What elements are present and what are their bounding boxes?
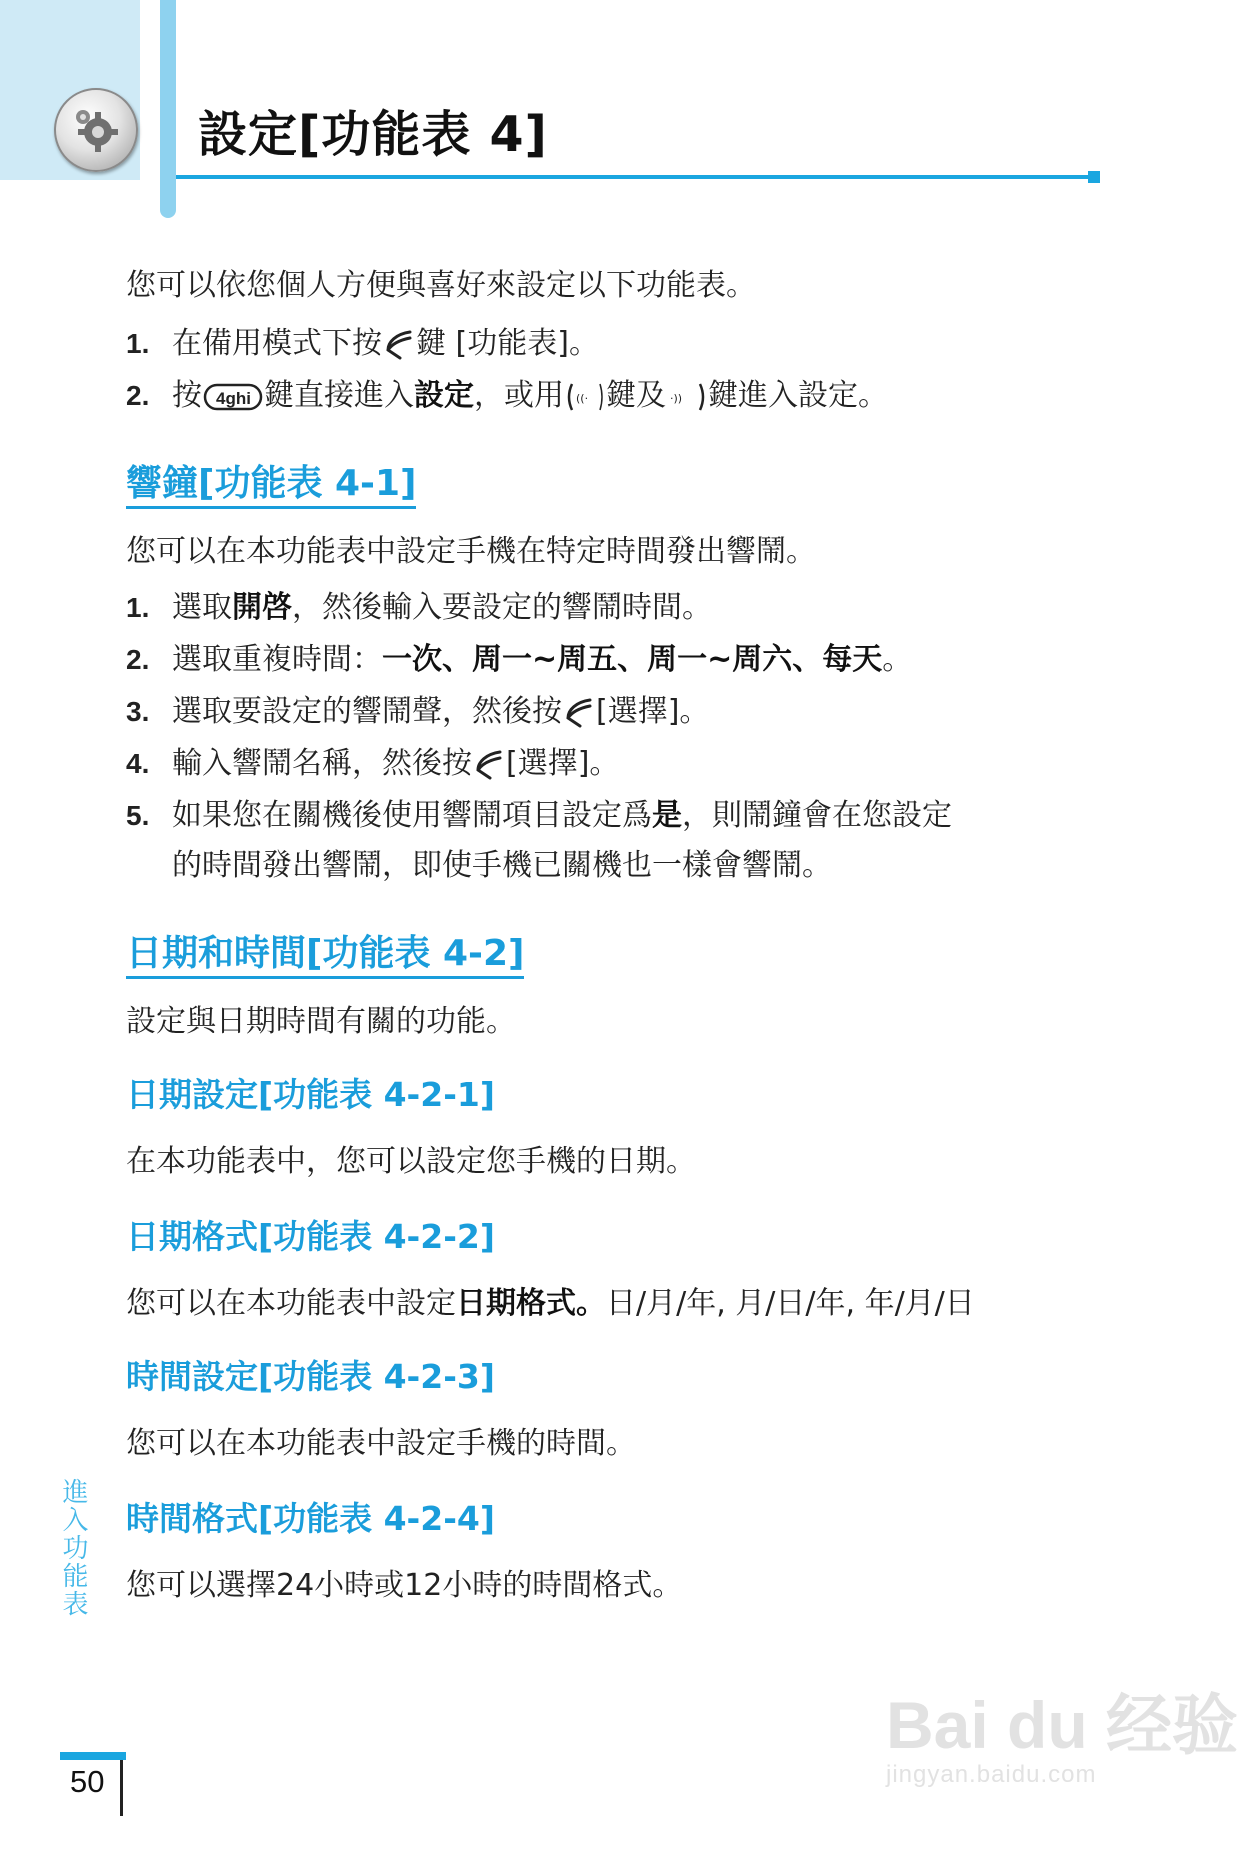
four-key-icon bbox=[202, 380, 264, 414]
step-bold: 設定 bbox=[414, 378, 474, 413]
date-format-options: 日/月/年, 月/日/年, 年/月/日 bbox=[606, 1286, 975, 1321]
alarm-step-3 bbox=[126, 690, 709, 734]
step-text: ，或用 bbox=[474, 378, 564, 413]
alarm-step-2 bbox=[126, 638, 912, 682]
date-format-pre: 您可以在本功能表中設定 bbox=[126, 1286, 456, 1321]
time-format-text: 您可以選擇24小時或12小時的時間格式。 bbox=[126, 1568, 683, 1603]
step-text: 選取 bbox=[172, 590, 232, 625]
alarm-step-4 bbox=[126, 742, 619, 786]
alarm-desc: 您可以在本功能表中設定手機在特定時間發出響鬧。 bbox=[126, 534, 816, 569]
step-text: 選取要設定的響鬧聲，然後按 bbox=[172, 694, 562, 729]
side-chapter-label: 進入功能表 bbox=[58, 1478, 88, 1618]
watermark-main: Bai du 经验 bbox=[886, 1688, 1239, 1762]
header-vertical-bar bbox=[160, 0, 176, 218]
step-number: 5. bbox=[126, 800, 150, 831]
step-text: 在備用模式下按 bbox=[172, 326, 382, 361]
step-text: [選擇]。 bbox=[596, 694, 710, 729]
step-text: 輸入響鬧名稱，然後按 bbox=[172, 746, 472, 781]
four-key-label: 4ghi bbox=[216, 388, 251, 408]
date-format-bold: 日期格式。 bbox=[456, 1286, 606, 1321]
intro-step-2 bbox=[126, 374, 888, 418]
title-underline bbox=[176, 175, 1092, 179]
volume-down-key-icon bbox=[666, 380, 708, 414]
time-setting-text: 您可以在本功能表中設定手機的時間。 bbox=[126, 1426, 636, 1461]
intro-step-1 bbox=[126, 322, 599, 366]
intro-text: 您可以依您個人方便與喜好來設定以下功能表。 bbox=[126, 268, 756, 303]
page-number-rule bbox=[60, 1752, 126, 1760]
gear-icon bbox=[54, 88, 138, 172]
step-text: [選擇]。 bbox=[506, 746, 620, 781]
alarm-step-1 bbox=[126, 586, 712, 630]
svg-text:·)): ·)) bbox=[670, 391, 683, 405]
step-bold: 一次、周一~周五、周一~周六、每天 bbox=[382, 642, 883, 677]
step-number: 3. bbox=[126, 696, 150, 727]
step-text: 鍵及 bbox=[606, 378, 666, 413]
left-softkey-icon bbox=[472, 748, 506, 782]
step-number: 2. bbox=[126, 644, 150, 675]
subsection-heading-date-setting: 日期設定[功能表 4-2-1] bbox=[126, 1075, 495, 1114]
section-heading-datetime: 日期和時間[功能表 4-2] bbox=[126, 930, 524, 978]
datetime-desc: 設定與日期時間有關的功能。 bbox=[126, 1004, 516, 1039]
step-text: ，則鬧鐘會在您設定 bbox=[682, 798, 952, 833]
step-bold: 是 bbox=[652, 798, 682, 833]
step-number: 4. bbox=[126, 748, 150, 779]
subsection-heading-time-setting: 時間設定[功能表 4-2-3] bbox=[126, 1357, 495, 1396]
date-setting-text: 在本功能表中，您可以設定您手機的日期。 bbox=[126, 1144, 696, 1179]
alarm-step-5-line2: 的時間發出響鬧，即使手機已關機也一樣會響鬧。 bbox=[172, 848, 832, 883]
step-text: 選取重複時間： bbox=[172, 642, 382, 677]
step-bold: 開啓 bbox=[232, 590, 292, 625]
step-text: 鍵進入設定。 bbox=[708, 378, 888, 413]
left-softkey-icon bbox=[562, 696, 596, 730]
step-number: 2. bbox=[126, 380, 150, 411]
svg-text:((·: ((· bbox=[576, 391, 589, 405]
step-number: 1. bbox=[126, 328, 150, 359]
step-number: 1. bbox=[126, 592, 150, 623]
watermark-sub: jingyan.baidu.com bbox=[886, 1761, 1097, 1788]
page-number-divider bbox=[120, 1760, 123, 1816]
volume-up-key-icon bbox=[564, 380, 606, 414]
date-format-text bbox=[126, 1282, 975, 1326]
section-heading-alarm: 響鐘[功能表 4-1] bbox=[126, 460, 416, 508]
step-text: 鍵 [功能表]。 bbox=[416, 326, 599, 361]
baidu-watermark bbox=[886, 1690, 1238, 1790]
left-softkey-icon bbox=[382, 328, 416, 362]
subsection-heading-date-format: 日期格式[功能表 4-2-2] bbox=[126, 1217, 495, 1256]
step-text: 鍵直接進入 bbox=[264, 378, 414, 413]
step-text: 。 bbox=[882, 642, 913, 677]
page-number: 50 bbox=[70, 1764, 105, 1799]
step-text: 如果您在關機後使用響鬧項目設定爲 bbox=[172, 798, 652, 833]
title-underline-end bbox=[1088, 171, 1100, 183]
step-text: 按 bbox=[172, 378, 202, 413]
subsection-heading-time-format: 時間格式[功能表 4-2-4] bbox=[126, 1499, 495, 1538]
page-title: 設定[功能表 4] bbox=[198, 106, 548, 163]
alarm-step-5 bbox=[126, 794, 952, 838]
step-text: ，然後輸入要設定的響鬧時間。 bbox=[292, 590, 712, 625]
